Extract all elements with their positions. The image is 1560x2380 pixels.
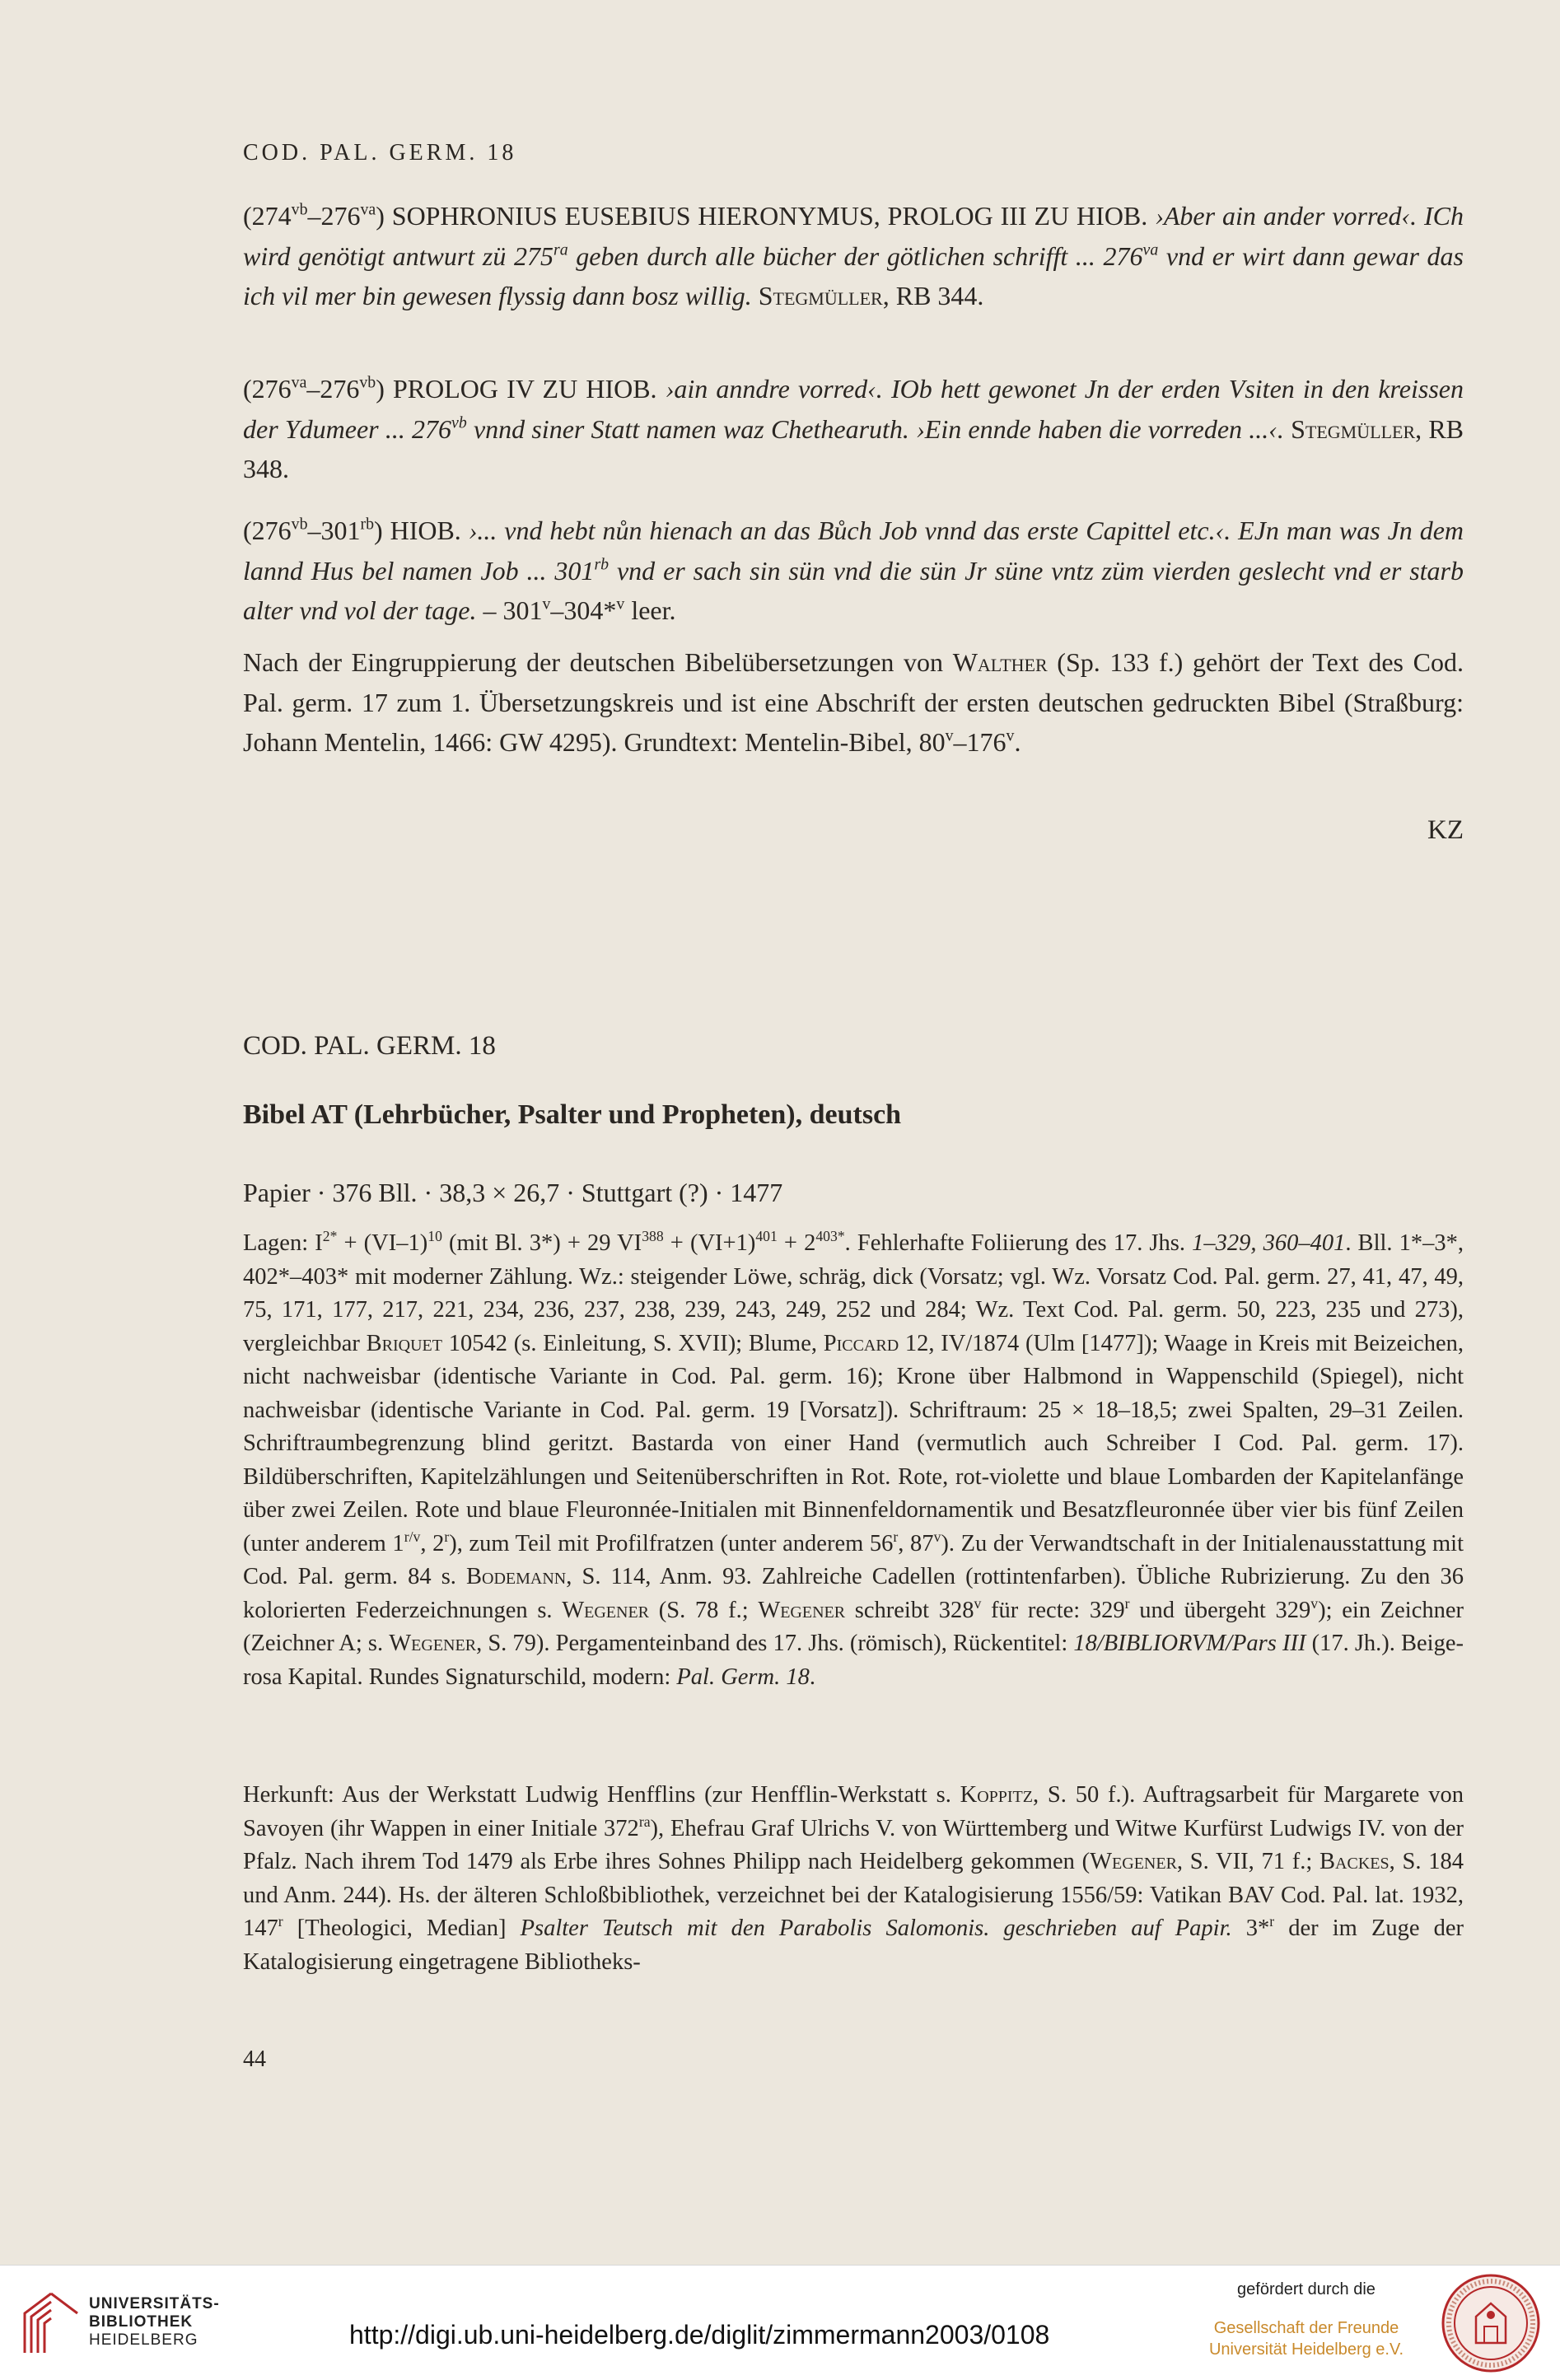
entry-hiob <box>243 511 1464 631</box>
entry-paragraph: $(276^{va}-276^{vb})$ PROLOG IV ZU HIOB. ›ain anndre vorred‹. IOb hett gewonet Jn der erden Vsiten in den kreissen der Ydumeer ... $276^{vb}$ vnnd siner Statt namen waz Chethearuth. ›Ein ennde haben die vorreden ...‹. Stegmüller, RB 348. <box>243 373 1464 483</box>
university-library-logo-icon[interactable] <box>18 2290 84 2356</box>
entry-prolog-iv <box>243 369 1464 489</box>
viewer-footer <box>0 2265 1560 2380</box>
entry-paragraph: $(276^{vb}-301^{rb})$ HIOB. ›... vnd hebt nůn hienach an das Bůch Job vnnd das erste Capittel etc.‹. EJn man was Jn dem lannd Hus bel namen Job ... $301^{rb}$ vnd er sach sin sün vnd die sün Jr süne vntz züm vierden geslecht vnd er starb alter vnd vol der tage. – 301$^v$–304*$^v$ leer. <box>243 515 1464 625</box>
lagen-text: Lagen: $I^{2*} + (VI-1)^{10}$ (mit Bl. 3*) + 29 $VI^{388} + (VI+1)^{401} + 2^{403*}$. Fehlerhafte Foliierung des 17. Jhs. 1–329, 360–401. Bll. 1*–3*, 402*–403* mit moderner Zählung. Wz.: steigender Löwe, schräg, dick (Vorsatz; vgl. Wz. Vorsatz Cod. Pal. germ. 27, 41, 47, 49, 75, 171, 177, 217, 221, 234, 236, 237, 238, 239, 243, 249, 252 und 284; Wz. Text Cod. Pal. germ. 50, 223, 235 und 273), vergleichbar Briquet 10542 (s. Einleitung, S. XVII); Blume, Piccard 12, IV/1874 (Ulm [1477]); Waage in Kreis mit Beizeichen, nicht nachweisbar (identische Variante in Cod. Pal. germ. 16); Krone über Halbmond in Wappenschild (Spiegel), nicht nachweisbar (identische Variante in Cod. Pal. germ. 19 [Vorsatz]). Schriftraum: 25 × 18–18,5; zwei Spalten, 29–31 Zeilen. Schriftraumbegrenzung blind geritzt. Bastarda von einer Hand (vermutlich auch Schreiber I Cod. Pal. germ. 17). Bildüberschriften, Kapitelzählungen und Seitenüberschriften in Rot. Rote, rot-violette und blaue Lombarden der Kapitelanfänge über zwei Zeilen. Rote und blaue Fleuronnée-Initialen mit Binnenfeldornamentik und Besatzfleuronnée über vier bis fünf Zeilen (unter anderem $1^{r/v}$, 2$^r$), zum Teil mit Profilfratzen (unter anderem 56$^r$, 87$^v$). Zu der Verwandtschaft in der Initialenausstattung mit Cod. Pal. germ. 84 s. Bodemann, S. 114, Anm. 93. Zahlreiche Cadellen (rottintenfarben). Übliche Rubrizierung. Zu den 36 kolorierten Federzeichnungen s. Wegener (S. 78 f.; Wegener schreibt 328$^v$ für recte: 329$^r$ und übergeht 329$^v$); ein Zeichner (Zeichner A; s. Wegener, S. 79). Pergamenteinband des 17. Jhs. (römisch), Rückentitel: 18/BIBLIORVM/Pars III (17. Jh.). Beige-rosa Kapital. Rundes Signaturschild, modern: Pal. Germ. 18. <box>243 1228 1464 1690</box>
sponsor-name[interactable]: Gesellschaft der Freunde <box>1213 2319 1399 2337</box>
herkunft-paragraph <box>243 1779 1464 1979</box>
entry-paragraph: $(274^{vb}-276^{va})$ SOPHRONIUS EUSEBIUS HIERONYMUS, PROLOG III ZU HIOB. ›Aber ain ander vorred‹. ICh wird genötigt antwurt zü $275^{ra}$ geben durch alle bücher der götlichen schrifft ... $276^{va}$ vnd er wirt dann gewar das ich vil mer bin gewesen flyssig dann bosz willig. Stegmüller, RB 344. <box>243 200 1464 310</box>
lagen-paragraph <box>243 1227 1464 1694</box>
permalink-url[interactable]: http://digi.ub.uni-heidelberg.de/diglit/zimmermann2003/0108 <box>349 2320 1050 2350</box>
herkunft-text: Herkunft: Aus der Werkstatt Ludwig Henfflins (zur Henfflin-Werkstatt s. Koppitz, S. 50 f.). Auftragsarbeit für Margarete von Savoyen (ihr Wappen in einer Initiale $372^{ra}$), Ehefrau Graf Ulrichs V. von Württemberg und Witwe Kurfürst Ludwigs IV. von der Pfalz. Nach ihrem Tod 1479 als Erbe ihres Sohnes Philipp nach Heidelberg gekommen (Wegener, S. VII, 71 f.; Backes, S. 184 und Anm. 244). Hs. der älteren Schloßbibliothek, verzeichnet bei der Katalogisierung 1556/59: Vatikan BAV Cod. Pal. lat. 1932, 147$^r$ [Theologici, Median] Psalter Teutsch mit den Parabolis Salomonis. geschrieben auf Papir. 3*$^r$ der im Zuge der Katalogisierung eingetragene Bibliotheks- <box>243 1782 1464 1975</box>
library-name: UNIVERSITÄTS- BIBLIOTHEK HEIDELBERG <box>89 2295 220 2349</box>
summary-text: Nach der Eingruppierung der deutschen Bibelübersetzungen von Walther (Sp. 133 f.) gehört der Text des Cod. Pal. germ. 17 zum 1. Übersetzungskreis und ist eine Abschrift der ersten deutschen gedruckten Bibel (Straßburg: Johann Mentelin, 1466: GW 4295). Grundtext: Mentelin-Bibel, 80$^v$–176$^v$. <box>243 647 1464 757</box>
university-seal-icon[interactable] <box>1440 2272 1542 2374</box>
running-head: COD. PAL. GERM. 18 <box>243 140 517 166</box>
entry-prolog-iii <box>243 196 1464 316</box>
manuscript-title: Bibel AT (Lehrbücher, Psalter und Propheten), deutsch <box>243 1099 902 1130</box>
page-number: 44 <box>243 2046 266 2072</box>
author-initials: KZ <box>1427 815 1464 845</box>
manuscript-meta: Papier · 376 Bll. · 38,3 × 26,7 · Stuttgart (?) · 1477 <box>243 1178 783 1207</box>
sponsor-block: gefördert durch die Gesellschaft der Freunde Universität Heidelberg e.V. <box>1199 2280 1413 2360</box>
summary-paragraph <box>243 642 1464 763</box>
section-heading: COD. PAL. GERM. 18 <box>243 1031 496 1061</box>
